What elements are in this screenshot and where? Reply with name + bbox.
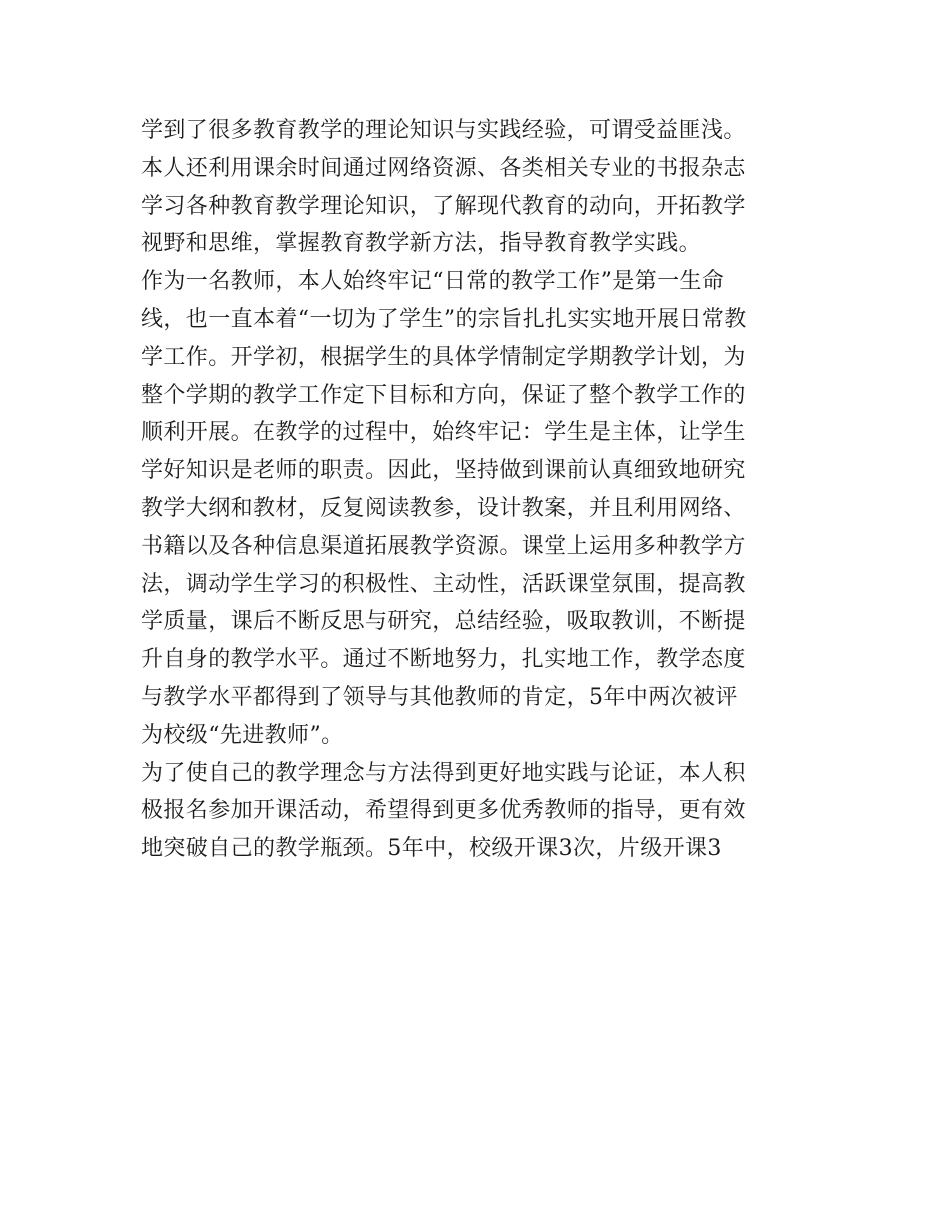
text-line: 本人还利用课余时间通过网络资源、各类相关专业的书报杂志 (141, 155, 746, 181)
text-line: 升自身的教学水平。通过不断地努力，扎实地工作，教学态度 (141, 647, 746, 673)
text-line: 与教学水平都得到了领导与其他教师的肯定，5年中两次被评 (141, 684, 738, 710)
text-line: 整个学期的教学工作定下目标和方向，保证了整个教学工作的 (141, 382, 746, 408)
text-line: 学习各种教育教学理论知识，了解现代教育的动向，开拓教学 (141, 193, 746, 219)
text-line: 极报名参加开课活动，希望得到更多优秀教师的指导，更有效 (141, 798, 746, 824)
text-line: 法，调动学生学习的积极性、主动性，活跃课堂氛围，提高教 (141, 571, 746, 597)
text-line: 地突破自己的教学瓶颈。5年中，校级开课3次，片级开课3 (141, 836, 722, 862)
text-line: 为校级“先进教师”。 (141, 722, 344, 748)
text-line: 视野和思维，掌握教育教学新方法，指导教育教学实践。 (141, 231, 702, 257)
text-line: 学到了很多教育教学的理论知识与实践经验，可谓受益匪浅。 (141, 118, 746, 143)
text-line: 教学大纲和教材，反复阅读教参，设计教案，并且利用网络、 (141, 495, 746, 521)
text-line: 为了使自己的教学理念与方法得到更好地实践与论证，本人积 (141, 760, 746, 786)
text-line: 线，也一直本着“一切为了学生”的宗旨扎扎实实地开展日常教 (141, 306, 747, 332)
text-line: 学工作。开学初，根据学生的具体学情制定学期教学计划，为 (141, 344, 746, 370)
text-line: 顺利开展。在教学的过程中，始终牢记：学生是主体，让学生 (141, 420, 746, 446)
body-text (141, 112, 821, 868)
text-line: 学质量，课后不断反思与研究，总结经验，吸取教训，不断提 (141, 609, 746, 635)
text-line: 作为一名教师，本人始终牢记“日常的教学工作”是第一生命 (141, 269, 725, 295)
text-line: 学好知识是老师的职责。因此，坚持做到课前认真细致地研究 (141, 458, 746, 484)
text-line: 书籍以及各种信息渠道拓展教学资源。课堂上运用多种教学方 (141, 533, 746, 559)
